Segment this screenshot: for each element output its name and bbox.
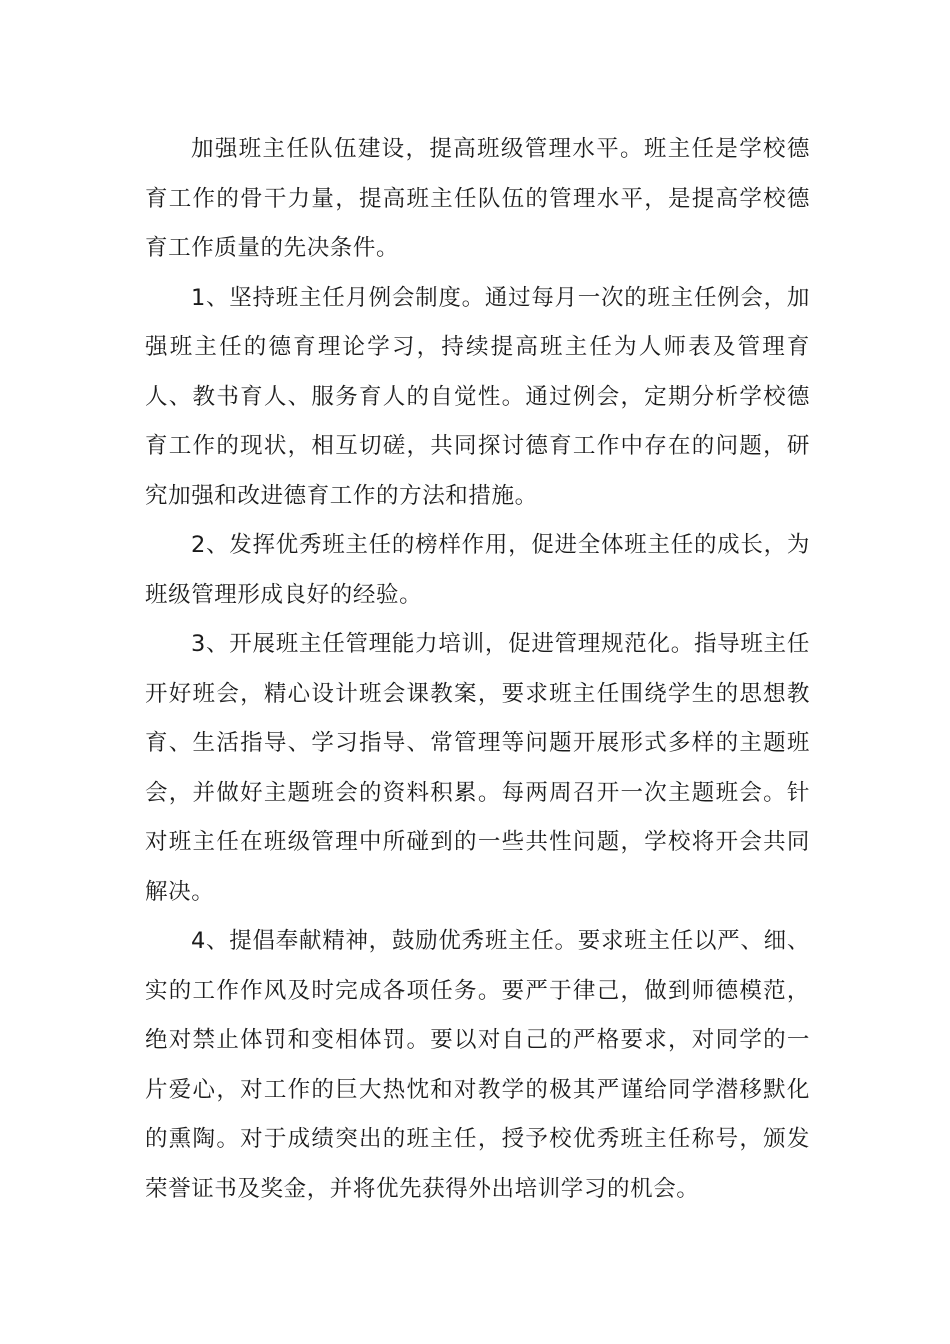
paragraph-item-2: 2、发挥优秀班主任的榜样作用，促进全体班主任的成长，为班级管理形成良好的经验。 (145, 532, 810, 608)
paragraph-item-3: 3、开展班主任管理能力培训，促进管理规范化。指导班主任开好班会，精心设计班会课教案，要求班主任围绕学生的思想教育、生活指导、学习指导、常管理等问题开展形式多样的主题班会，并做好主题班会的资料积累。每两周召开一次主题班会。针对班主任在班级管理中所碰到的一些共性问题，学校将开会共同解决。 (145, 631, 810, 905)
paragraph-item-1: 1、坚持班主任月例会制度。通过每月一次的班主任例会，加强班主任的德育理论学习，持续提高班主任为人师表及管理育人、教书育人、服务育人的自觉性。通过例会，定期分析学校德育工作的现状，相互切磋，共同探讨德育工作中存在的问题，研究加强和改进德育工作的方法和措施。 (145, 284, 810, 509)
paragraph-intro: 加强班主任队伍建设，提高班级管理水平。班主任是学校德育工作的骨干力量，提高班主任队伍的管理水平，是提高学校德育工作质量的先决条件。 (145, 136, 810, 261)
paragraph-item-4: 4、提倡奉献精神，鼓励优秀班主任。要求班主任以严、细、实的工作作风及时完成各项任务。要严于律己，做到师德模范，绝对禁止体罚和变相体罚。要以对自己的严格要求，对同学的一片爱心，对工作的巨大热忱和对教学的极其严谨给同学潜移默化的熏陶。对于成绩突出的班主任，授予校优秀班主任称号，颁发荣誉证书及奖金，并将优先获得外出培训学习的机会。 (145, 928, 810, 1202)
document-body (145, 125, 810, 1214)
